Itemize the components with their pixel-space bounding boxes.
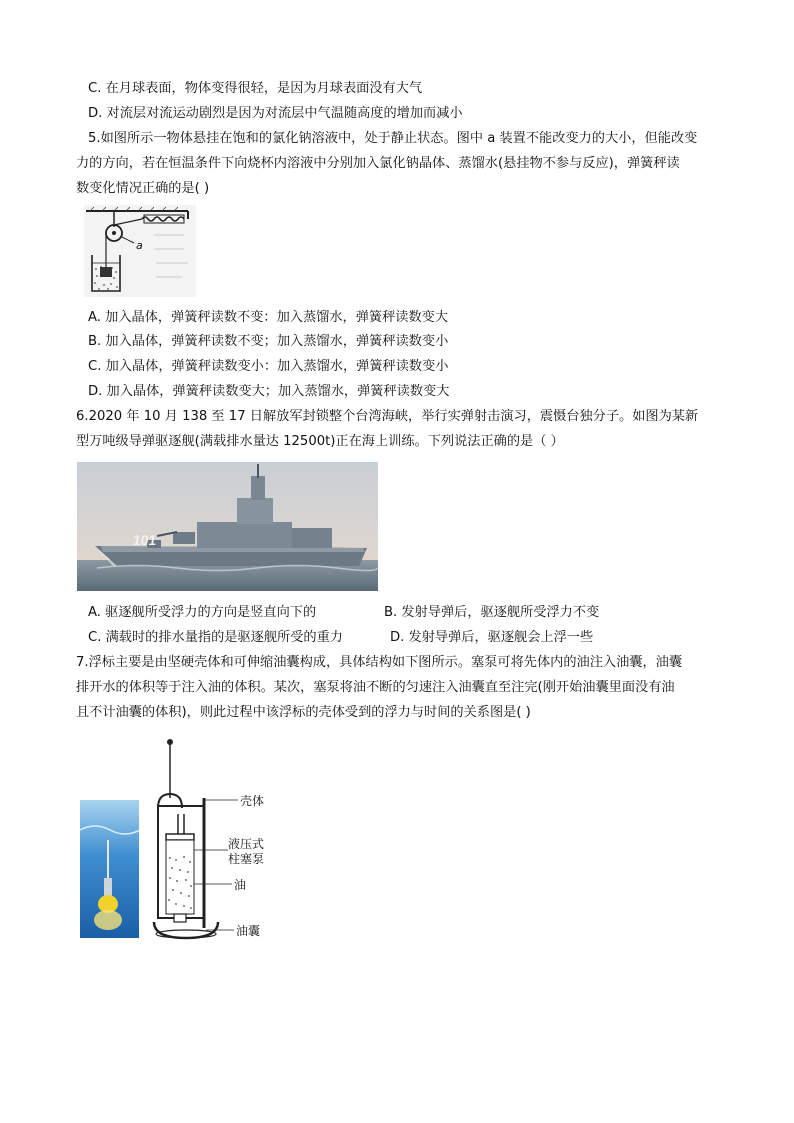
label-shell: 壳体 (240, 794, 265, 808)
q6-stem-line-1: 6.2020 年 10 月 138 至 17 日解放军封锁整个台湾海峡，举行实弹射击演习，震慑台独分子。如图为某新 (76, 409, 699, 424)
label-pump-line-2: 柱塞泵 (228, 852, 265, 866)
q5-stem-line-2: 力的方向，若在恒温条件下向烧杯内溶液中分别加入氯化钠晶体、蒸馏水(悬挂物不参与反应)，弹簧秤读 (76, 156, 680, 171)
q4-option-d: D. 对流层对流运动剧烈是因为对流层中气温随高度的增加而减小 (88, 106, 463, 121)
float-structure-diagram (146, 738, 276, 944)
label-pump-line-1: 液压式 (228, 837, 265, 851)
q6-option-c: C. 满载时的排水量指的是驱逐舰所受的重力 (88, 630, 343, 645)
q7-stem-line-1: 7.浮标主要是由坚硬壳体和可伸缩油囊构成，具体结构如下图所示。塞泵可将先体内的油注入油囊，油囊 (76, 655, 683, 670)
label-oil: 油 (234, 878, 247, 892)
q6-option-b: B. 发射导弹后，驱逐舰所受浮力不变 (384, 605, 600, 620)
q5-option-c: C. 加入晶体，弹簧秤读数变小：加入蒸馏水，弹簧秤读数变小 (88, 359, 449, 374)
q4-option-c: C. 在月球表面，物体变得很轻，是因为月球表面没有大气 (88, 81, 423, 96)
q6-stem-line-2: 型万吨级导弹驱逐舰(满载排水量达 12500t)正在海上训练。下列说法正确的是（ ） (76, 434, 564, 449)
q5-option-b: B. 加入晶体，弹簧秤读数不变；加入蒸馏水，弹簧秤读数变小 (88, 334, 449, 349)
q7-stem-line-2: 排开水的体积等于注入油的体积。某次，塞泵将油不断的匀速注入油囊直至注完(刚开始油囊里面没有油 (76, 680, 675, 695)
q5-option-a: A. 加入晶体，弹簧秤读数不变：加入蒸馏水，弹簧秤读数变大 (88, 310, 449, 325)
hull-number: 101 (132, 532, 158, 548)
float-buoy-photo (80, 800, 139, 938)
destroyer-photo (77, 462, 378, 591)
q7-stem-line-3: 且不计油囊的体积)，则此过程中该浮标的壳体受到的浮力与时间的关系图是( ) (76, 705, 531, 720)
q6-option-d: D. 发射导弹后，驱逐舰会上浮一些 (390, 630, 594, 645)
q5-stem-line-1: 5.如图所示一物体悬挂在饱和的氯化钠溶液中，处于静止状态。图中 a 装置不能改变力的大小，但能改变 (88, 131, 698, 146)
pulley-beaker-figure (84, 205, 196, 297)
q5-option-d: D. 加入晶体，弹簧秤读数变大；加入蒸馏水，弹簧秤读数变大 (88, 384, 450, 399)
figure-label-a: a (136, 239, 143, 252)
q5-stem-line-3: 数变化情况正确的是( ) (76, 181, 210, 196)
label-bladder: 油囊 (236, 924, 261, 938)
q6-option-a: A. 驱逐舰所受浮力的方向是竖直向下的 (88, 605, 317, 620)
